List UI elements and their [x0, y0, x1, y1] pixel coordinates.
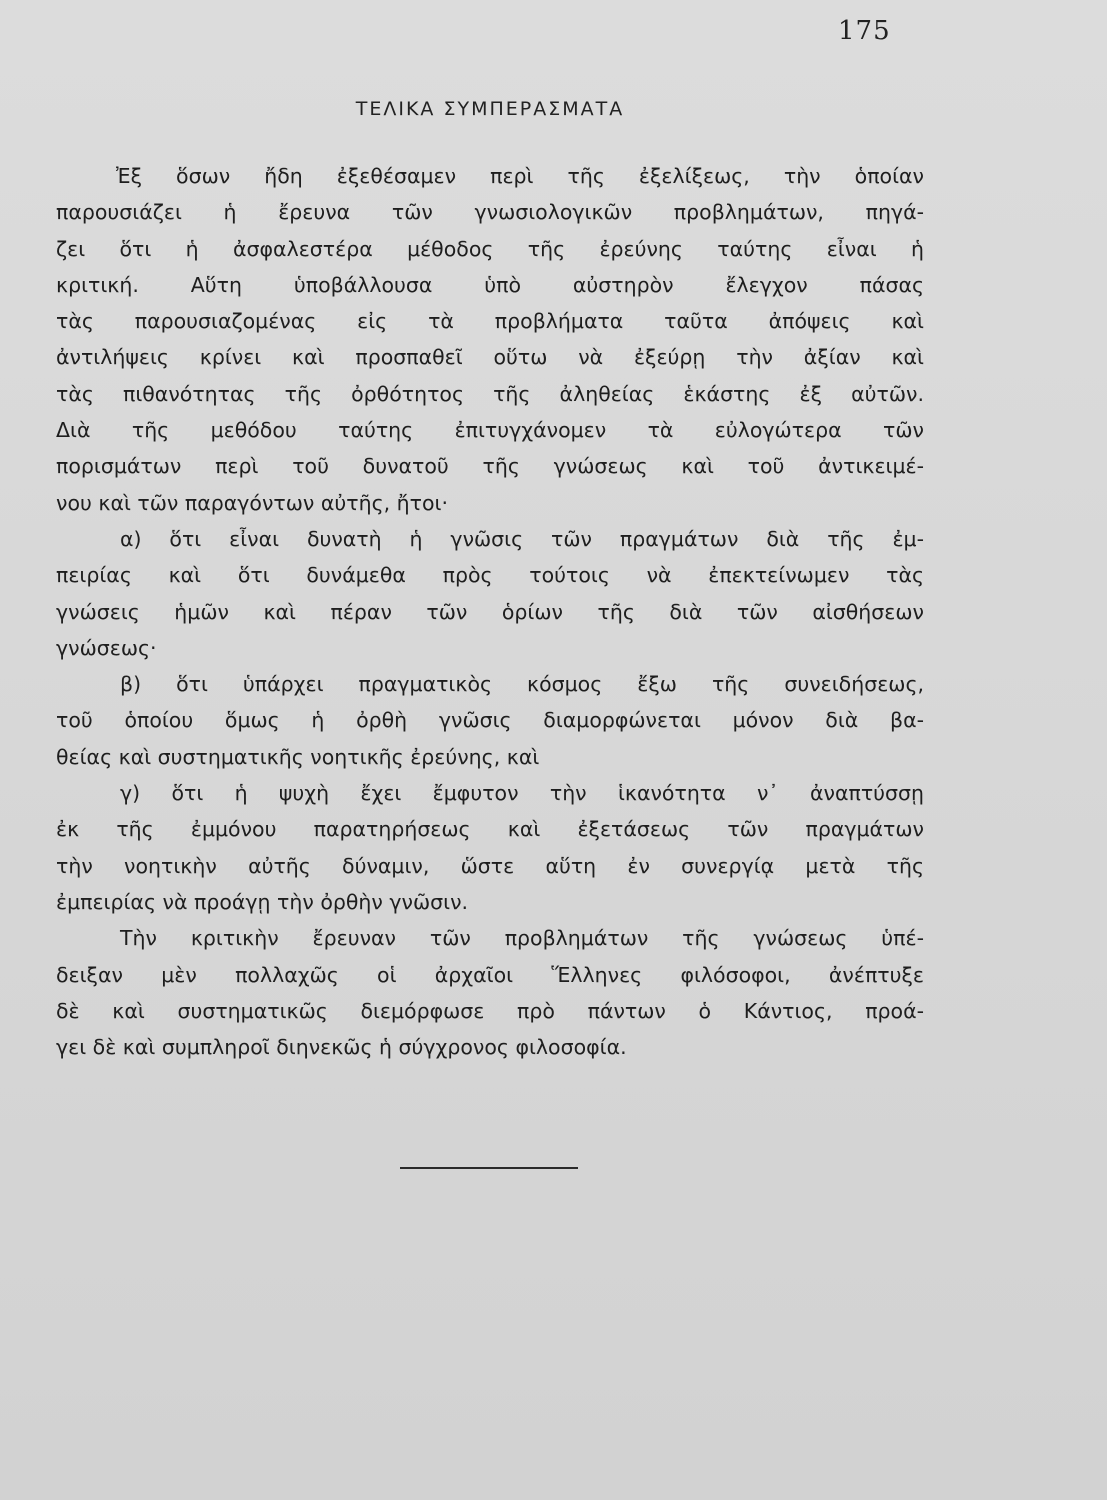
- paragraph-1-line-3: ζει ὅτι ἡ ἀσφαλεστέρα μέθοδος τῆς ἐρεύνης ταύτης εἶναι ἡ: [56, 236, 924, 261]
- paragraph-2-line-2: πειρίας καὶ ὅτι δυνάμεθα πρὸς τούτοις νὰ ἐπεκτείνωμεν τὰς: [56, 563, 924, 588]
- paragraph-5-line-4: γει δὲ καὶ συμπληροῖ διηνεκῶς ἡ σύγχρονος φιλοσοφία.: [56, 1035, 627, 1060]
- paragraph-1-line-5: τὰς παρουσιαζομένας εἰς τὰ προβλήματα ταῦτα ἀπόψεις καὶ: [56, 309, 924, 334]
- paragraph-3-line-1: β) ὅτι ὑπάρχει πραγματικὸς κόσμος ἔξω τῆς συνειδήσεως,: [120, 672, 924, 697]
- paragraph-4-line-2: ἐκ τῆς ἐμμόνου παρατηρήσεως καὶ ἐξετάσεως τῶν πραγμάτων: [56, 817, 924, 842]
- body-text: [56, 158, 924, 1065]
- paragraph-5-line-2: δειξαν μὲν πολλαχῶς οἱ ἀρχαῖοι Ἕλληνες φιλόσοφοι, ἀνέπτυξε: [56, 962, 924, 987]
- paragraph-4-line-1: γ) ὅτι ἡ ψυχὴ ἔχει ἔμφυτον τὴν ἱκανότητα ν᾿ ἀναπτύσσῃ: [120, 781, 924, 806]
- paragraph-3-line-3: θείας καὶ συστηματικῆς νοητικῆς ἐρεύνης, καὶ: [56, 744, 540, 769]
- paragraph-3-line-2: τοῦ ὁποίου ὅμως ἡ ὀρθὴ γνῶσις διαμορφώνεται μόνον διὰ βα-: [56, 708, 924, 733]
- paragraph-1-line-2: παρουσιάζει ἡ ἔρευνα τῶν γνωσιολογικῶν προβλημάτων, πηγά-: [56, 200, 924, 225]
- paragraph-1-line-8: Διὰ τῆς μεθόδου ταύτης ἐπιτυγχάνομεν τὰ εὐλογώτερα τῶν: [56, 418, 924, 443]
- paragraph-1-line-1: Ἐξ ὅσων ἤδη ἐξεθέσαμεν περὶ τῆς ἐξελίξεως, τὴν ὁποίαν: [116, 164, 924, 188]
- paragraph-4-line-4: ἐμπειρίας νὰ προάγῃ τὴν ὀρθὴν γνῶσιν.: [56, 889, 469, 914]
- page-number: 175: [838, 16, 891, 46]
- paragraph-4-line-3: τὴν νοητικὴν αὐτῆς δύναμιν, ὥστε αὕτη ἐν συνεργίᾳ μετὰ τῆς: [56, 853, 924, 878]
- paragraph-2-line-4: γνώσεως·: [56, 635, 157, 660]
- paragraph-2-line-1: α) ὅτι εἶναι δυνατὴ ἡ γνῶσις τῶν πραγμάτων διὰ τῆς ἐμ-: [120, 526, 924, 551]
- paragraph-5-line-1: Τὴν κριτικὴν ἔρευναν τῶν προβλημάτων τῆς γνώσεως ὑπέ-: [120, 926, 924, 951]
- paragraph-1-line-9: πορισμάτων περὶ τοῦ δυνατοῦ τῆς γνώσεως καὶ τοῦ ἀντικειμέ-: [56, 454, 924, 479]
- end-rule: [400, 1167, 578, 1169]
- paragraph-1-line-4: κριτική. Αὕτη ὑποβάλλουσα ὑπὸ αὐστηρὸν ἔλεγχον πάσας: [56, 272, 924, 297]
- paragraph-1-line-10: νου καὶ τῶν παραγόντων αὐτῆς, ἤτοι·: [56, 490, 448, 515]
- paragraph-5-line-3: δὲ καὶ συστηματικῶς διεμόρφωσε πρὸ πάντων ὁ Κάντιος, προά-: [56, 998, 924, 1023]
- paragraph-2-line-3: γνώσεις ἡμῶν καὶ πέραν τῶν ὁρίων τῆς διὰ τῶν αἰσθήσεων: [56, 599, 924, 624]
- page-title: ΤΕΛΙΚΑ ΣΥΜΠΕΡΑΣΜΑΤΑ: [355, 98, 625, 120]
- paragraph-1-line-7: τὰς πιθανότητας τῆς ὀρθότητος τῆς ἀληθείας ἑκάστης ἐξ αὐτῶν.: [56, 381, 924, 406]
- paragraph-1-line-6: ἀντιλήψεις κρίνει καὶ προσπαθεῖ οὕτω νὰ ἐξεύρῃ τὴν ἀξίαν καὶ: [56, 345, 924, 370]
